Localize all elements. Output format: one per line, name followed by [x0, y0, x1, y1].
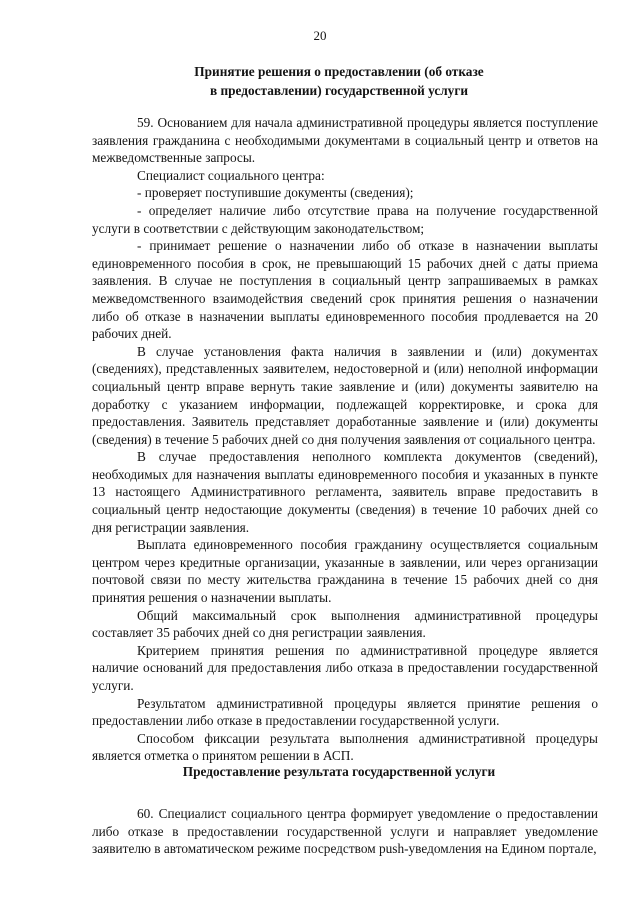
- list-item-determines-right: - определяет наличие либо отсутствие права на получение государственной услуги в соответствии с действующим законодательством;: [92, 202, 598, 236]
- paragraph-59: 59. Основанием для начала административной процедуры является поступление заявления гражданина с необходимыми документами в социальный центр и ответов на межведомственные запросы.: [92, 115, 598, 166]
- paragraph-60: 60. Специалист социального центра формирует уведомление о предоставлении либо отказе в предоставлении государственной услуги и направляет уведомление заявителю в автоматическом режиме посредством push-уведомления на Едином портале,: [92, 806, 598, 857]
- paragraph-max-term: Общий максимальный срок выполнения административной процедуры составляет 35 рабочих дней со дня регистрации заявления.: [92, 607, 598, 641]
- paragraph-specialist: Специалист социального центра:: [137, 167, 325, 183]
- page-number: 20: [313, 28, 327, 43]
- paragraph-inaccurate-info: В случае установления факта наличия в заявлении и (или) документах (сведениях), представленных заявителем, недостоверной и (или) неполной информации социальный центр вправе вернуть такие заявление и (или) документы заявителю на доработку с указанием информации, подлежащей корректировке, и срока для предоставления. Заявитель представляет доработанные заявление и (или) документы (сведения) в течение 5 рабочих дней со дня получения заявления от социального центра.: [92, 343, 598, 447]
- paragraph-criterion: Критерием принятия решения по административной процедуре является наличие оснований для предоставления либо отказа в предоставлении государственной услуги.: [92, 642, 598, 693]
- section-body-decision: [92, 114, 598, 765]
- paragraph-incomplete-set: В случае предоставления неполного комплекта документов (сведений), необходимых для назначения выплаты единовременного пособия и указанных в пункте 13 настоящего Административного регламента, заявитель вправе предоставить в социальный центр недостающие документы (сведения) в течение 10 рабочих дней со дня регистрации заявления.: [92, 449, 598, 535]
- section-heading-result: Предоставление результата государственной услуги: [182, 764, 496, 779]
- section-heading-decision: [48, 62, 630, 100]
- paragraph-fixation: Способом фиксации результата выполнения административной процедуры является отметка о принятом решении в АСП.: [92, 730, 598, 764]
- list-item-checks-documents: - проверяет поступившие документы (сведения);: [137, 185, 414, 201]
- section-heading-line-2: в предоставлении) государственной услуги: [209, 83, 469, 98]
- section-body-result: [92, 805, 598, 858]
- section-heading-line-1: Принятие решения о предоставлении (об отказе: [194, 64, 484, 79]
- list-item-makes-decision: - принимает решение о назначении либо об отказе в назначении выплаты единовременного пособия в срок, не превышающий 15 рабочих дней с даты приема заявления. В случае не поступления в социальный центр запрашиваемых в рамках межведомственного взаимодействия сведений срок принятия решения о назначении либо об отказе в назначении выплаты единовременного пособия продлевается на 20 рабочих дней.: [92, 238, 598, 342]
- paragraph-payment: Выплата единовременного пособия гражданину осуществляется социальным центром через кредитные организации, указанные в заявлении, или через организации почтовой связи по месту жительства гражданина в течение 15 рабочих дней со дня принятия решения о назначении выплаты.: [92, 537, 598, 606]
- paragraph-result: Результатом административной процедуры является принятие решения о предоставлении либо отказе в предоставлении государственной услуги.: [92, 695, 598, 729]
